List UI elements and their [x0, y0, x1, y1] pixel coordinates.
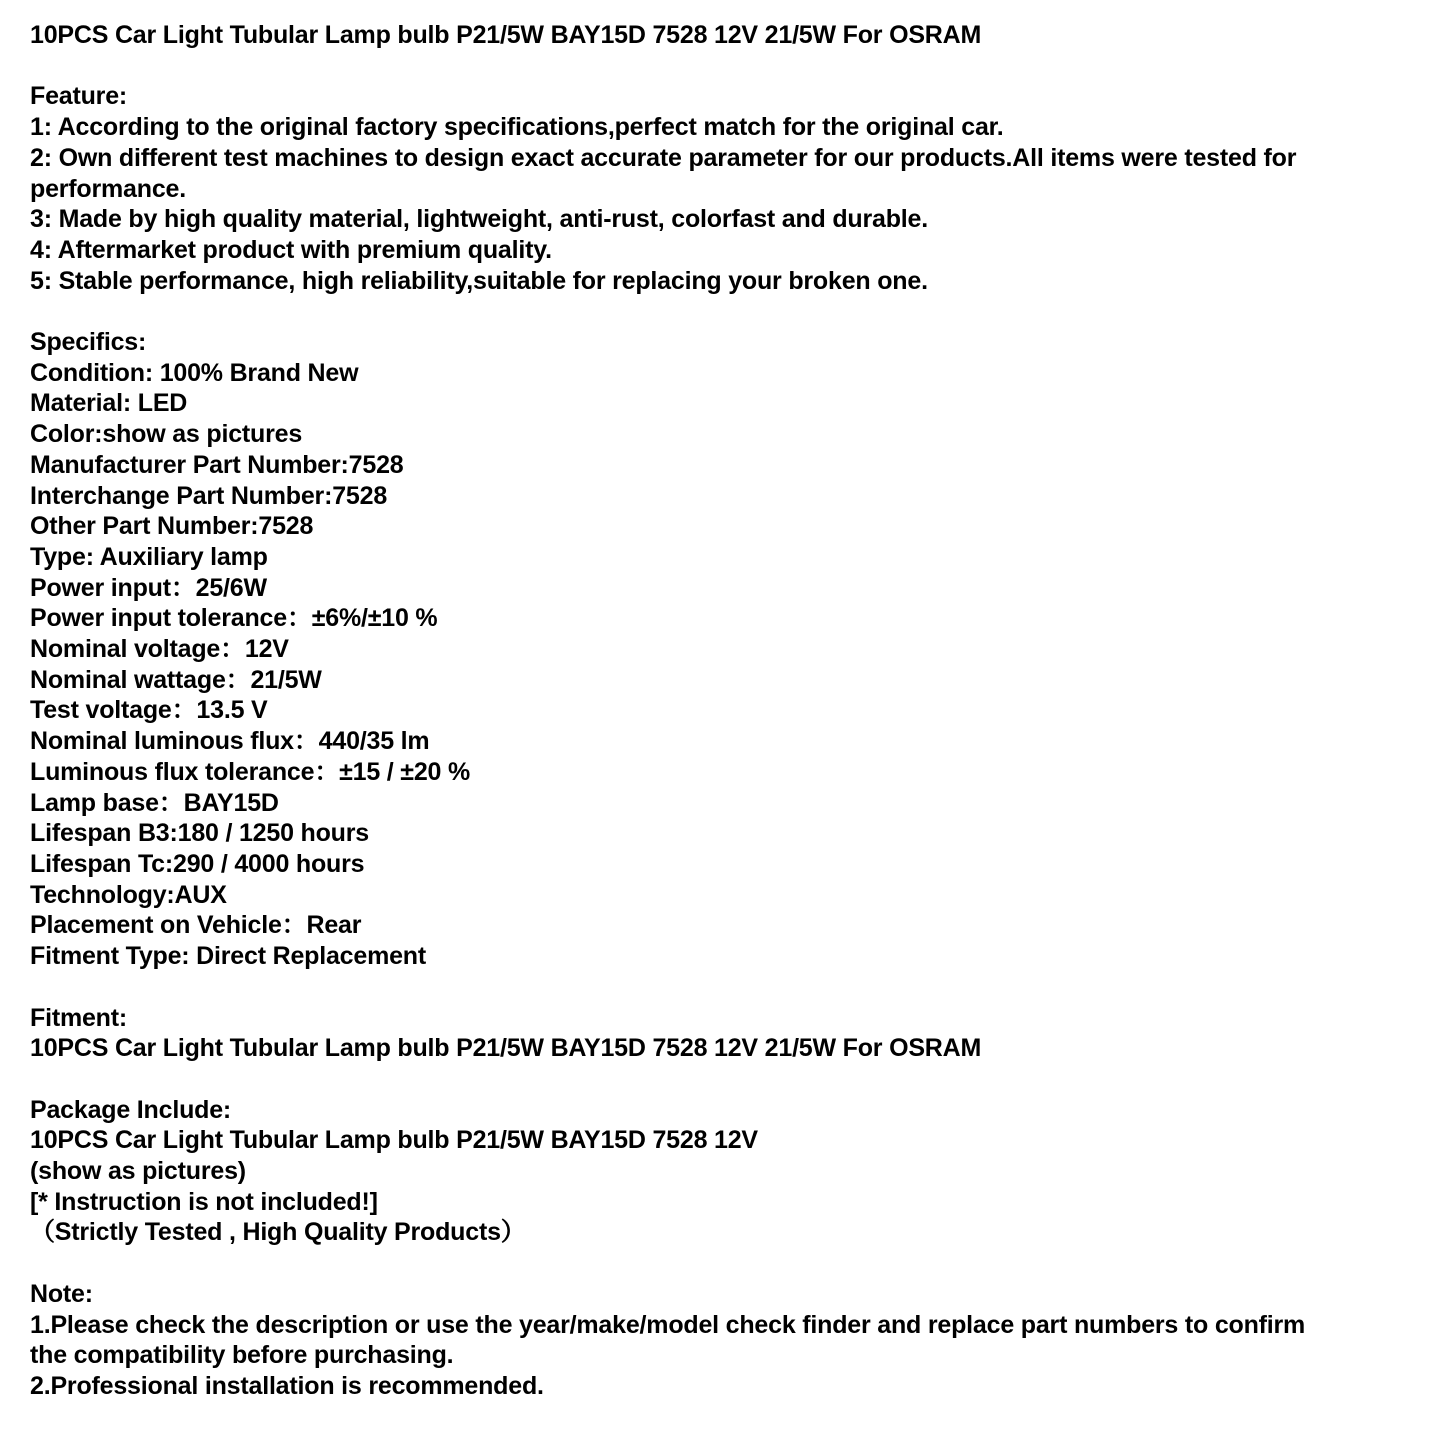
- feature-text-line: 5: Stable performance, high reliability,suitable for replacing your broken one.: [30, 266, 928, 295]
- feature-text-line: 2: Own different test machines to design exact accurate parameter for our products.All items were tested for: [30, 143, 1297, 172]
- specifics-text-line: Other Part Number:7528: [30, 512, 314, 541]
- specifics-text-line: Power input：25/6W: [30, 573, 267, 602]
- feature-text-line: 4: Aftermarket product with premium quality.: [30, 235, 552, 264]
- specifics-text-line: Nominal wattage：21/5W: [30, 665, 322, 694]
- feature-text-line: performance.: [30, 174, 186, 203]
- specifics-text-line: Fitment Type: Direct Replacement: [30, 942, 427, 971]
- specifics-text-line: Condition: 100% Brand New: [30, 358, 359, 387]
- blank-line: [30, 972, 1417, 1003]
- specifics-text-line: Manufacturer Part Number:7528: [30, 450, 404, 479]
- package-text-line: 10PCS Car Light Tubular Lamp bulb P21/5W BAY15D 7528 12V: [30, 1126, 758, 1155]
- specifics-text-line: Lifespan Tc:290 / 4000 hours: [30, 849, 365, 878]
- package-text-line: （Strictly Tested , High Quality Products）: [30, 1218, 526, 1247]
- specifics-text-line: Test voltage：13.5 V: [30, 696, 268, 725]
- blank-line: [30, 1248, 1417, 1279]
- note-text-line: 2.Professional installation is recommended.: [30, 1371, 544, 1400]
- section-heading-feature: Feature:: [30, 82, 128, 111]
- blank-line: [30, 51, 1417, 82]
- specifics-text-line: Luminous flux tolerance：±15 / ±20 %: [30, 757, 470, 786]
- feature-text-line: 3: Made by high quality material, lightweight, anti-rust, colorfast and durable.: [30, 205, 929, 234]
- package-text-line: [* Instruction is not included!]: [30, 1187, 378, 1216]
- package-text-line: (show as pictures): [30, 1157, 246, 1186]
- document-title: 10PCS Car Light Tubular Lamp bulb P21/5W BAY15D 7528 12V 21/5W For OSRAM: [30, 21, 982, 49]
- blank-line: [30, 1064, 1417, 1095]
- description-blocks: [30, 51, 1417, 1402]
- note-text-line: 1.Please check the description or use the year/make/model check finder and replace part numbers to confirm: [30, 1310, 1306, 1339]
- specifics-text-line: Placement on Vehicle：Rear: [30, 911, 362, 940]
- specifics-text-line: Material: LED: [30, 389, 188, 418]
- note-text-line: the compatibility before purchasing.: [30, 1341, 454, 1370]
- blank-line: [30, 296, 1417, 327]
- feature-text-line: 1: According to the original factory specifications,perfect match for the original car.: [30, 113, 1004, 142]
- specifics-text-line: Technology:AUX: [30, 880, 227, 909]
- specifics-text-line: Nominal luminous flux：440/35 lm: [30, 727, 430, 756]
- specifics-text-line: Type: Auxiliary lamp: [30, 542, 268, 571]
- section-heading-package: Package Include:: [30, 1095, 232, 1124]
- fitment-text-line: 10PCS Car Light Tubular Lamp bulb P21/5W BAY15D 7528 12V 21/5W For OSRAM: [30, 1034, 982, 1063]
- section-heading-note: Note:: [30, 1279, 93, 1308]
- specifics-text-line: Lifespan B3:180 / 1250 hours: [30, 819, 369, 848]
- section-heading-fitment: Fitment:: [30, 1003, 127, 1032]
- specifics-text-line: Lamp base：BAY15D: [30, 788, 279, 817]
- specifics-text-line: Nominal voltage：12V: [30, 635, 289, 664]
- specifics-text-line: Color:show as pictures: [30, 420, 303, 449]
- section-heading-specifics: Specifics:: [30, 328, 147, 357]
- specifics-text-line: Power input tolerance：±6%/±10 %: [30, 604, 438, 633]
- specifics-text-line: Interchange Part Number:7528: [30, 481, 388, 510]
